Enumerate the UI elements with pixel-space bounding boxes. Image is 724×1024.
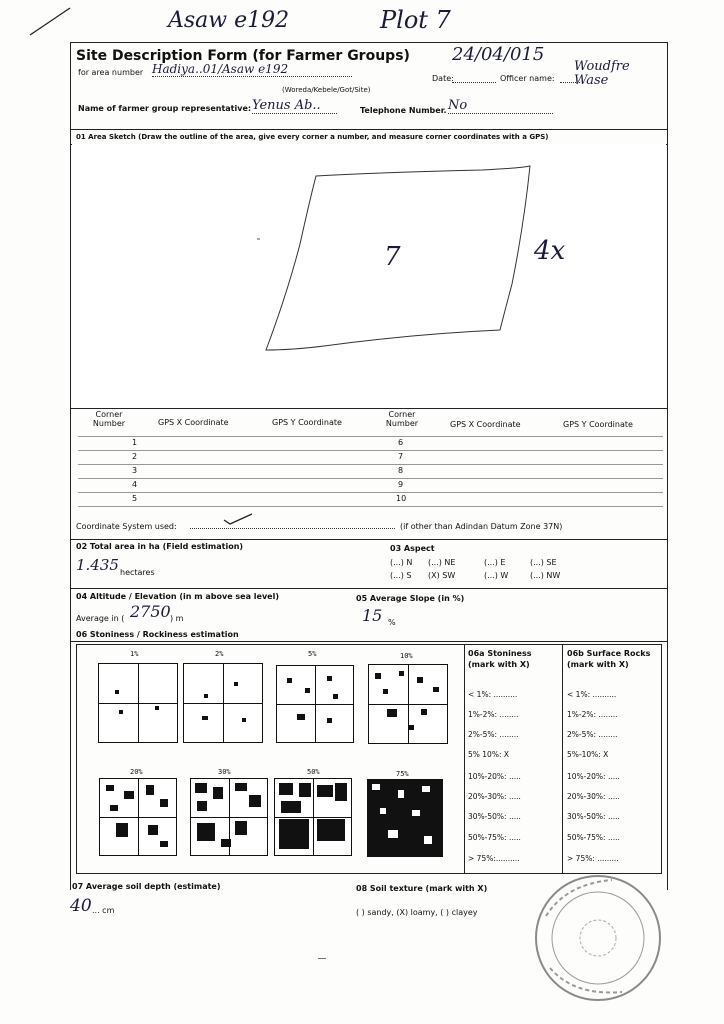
gps-corner-7: 7 [398, 452, 404, 461]
gps-h-y-l: GPS Y Coordinate [272, 418, 342, 427]
depth-unit: ... cm [92, 906, 115, 915]
gps-corner-3: 3 [132, 466, 138, 475]
area-label: for area number [78, 68, 144, 77]
official-stamp [526, 872, 666, 1006]
slope-value: 15 [362, 606, 383, 625]
texture-options: ( ) sandy, (X) loamy, ( ) clayey [356, 908, 478, 917]
stone-50-75: 50%-75%: ..... [468, 833, 521, 842]
pct-10: 10% [400, 652, 413, 660]
gps-h-y-r: GPS Y Coordinate [563, 420, 633, 429]
stone-1-2: 1%-2%: ........ [468, 710, 519, 719]
section-02: 02 Total area in ha (Field estimation) [76, 542, 244, 551]
handwritten-site: Asaw e192 [168, 8, 290, 33]
aspect-e: (...) E [484, 558, 506, 567]
gps-h-corner-l: Corner Number [92, 410, 126, 428]
sketch-note: 4x [534, 236, 566, 266]
grid-75pct [367, 779, 443, 857]
area-ha-unit: hectares [120, 568, 155, 577]
pct-5: 5% [308, 650, 317, 658]
gps-h-x-r: GPS X Coordinate [450, 420, 521, 429]
gps-corner-9: 9 [398, 480, 404, 489]
section-07: 07 Average soil depth (estimate) [72, 882, 221, 891]
section-08: 08 Soil texture (mark with X) [356, 884, 488, 893]
section-05: 05 Average Slope (in %) [356, 594, 465, 603]
aspect-nw: (...) NW [530, 571, 561, 580]
date-label: Date: [432, 74, 454, 83]
gps-corner-8: 8 [398, 466, 404, 475]
slope-unit: % [388, 618, 396, 627]
alt-unit: ) m [170, 614, 184, 623]
section-03: 03 Aspect [390, 544, 435, 553]
rock-50-75: 50%-75%: ..... [567, 833, 620, 842]
rock-lt1: < 1%: .......... [567, 690, 617, 699]
section-04: 04 Altitude / Elevation (in m above sea level) [76, 592, 279, 601]
rock-gt75: > 75%: ......... [567, 854, 619, 863]
form-title: Site Description Form (for Farmer Groups) [76, 48, 410, 64]
rep-value: Yenus Ab.. [252, 98, 337, 114]
tel-value: No [448, 98, 553, 114]
grid-5pct [276, 665, 354, 743]
stone-lt1: < 1%: .......... [468, 690, 518, 699]
stone-20-30: 20%-30%: ..... [468, 792, 521, 801]
pct-50: 50% [307, 768, 320, 776]
gps-corner-6: 6 [398, 438, 404, 447]
aspect-n: (...) N [390, 558, 413, 567]
sketch-area [72, 144, 666, 408]
aspect-sw: (X) SW [428, 571, 456, 580]
aspect-s: (...) S [390, 571, 412, 580]
pct-1: 1% [130, 650, 139, 658]
grid-10pct [368, 664, 448, 744]
rock-10-20: 10%-20%: ..... [567, 772, 620, 781]
gps-h-x-l: GPS X Coordinate [158, 418, 229, 427]
gps-corner-4: 4 [132, 480, 138, 489]
gps-corner-2: 2 [132, 452, 138, 461]
depth-value: 40 [70, 896, 92, 916]
stone-5-10: 5% 10%: X [468, 750, 510, 759]
grid-30pct [190, 778, 268, 856]
stone-2-5: 2%-5%: ........ [468, 730, 519, 739]
area-sub: (Woreda/Kebele/Got/Site) [282, 86, 371, 94]
grid-1pct [98, 663, 178, 743]
grid-20pct [99, 778, 177, 856]
date-value: 24/04/015 [452, 44, 545, 65]
aspect-w: (...) W [484, 571, 509, 580]
area-value: Hadiya..01/Asaw e192 [152, 62, 352, 77]
gps-corner-1: 1 [132, 438, 138, 447]
rock-1-2: 1%-2%: ........ [567, 710, 618, 719]
grid-2pct [183, 663, 263, 743]
handwritten-plot: Plot 7 [380, 6, 451, 34]
grid-50pct [274, 778, 352, 856]
officer-label: Officer name: [500, 74, 555, 83]
rock-20-30: 20%-30%: ..... [567, 792, 620, 801]
stone-30-50: 30%-50%: ..... [468, 812, 521, 821]
aspect-ne: (...) NE [428, 558, 456, 567]
rock-2-5: 2%-5%: ........ [567, 730, 618, 739]
pct-2: 2% [215, 650, 224, 658]
coord-suffix: (if other than Adindan Datum Zone 37N) [400, 522, 563, 531]
pct-30: 30% [218, 768, 231, 776]
alt-prefix: Average in ( [76, 614, 125, 623]
gps-corner-5: 5 [132, 494, 138, 503]
stone-gt75: > 75%:.......... [468, 854, 520, 863]
section-06: 06 Stoniness / Rockiness estimation [76, 630, 239, 639]
section-06b: 06b Surface Rocks (mark with X) [567, 649, 651, 669]
aspect-se: (...) SE [530, 558, 557, 567]
gps-h-corner-r: Corner Number [385, 410, 419, 428]
area-ha-value: 1.435 [76, 556, 119, 574]
rep-label: Name of farmer group representative: [78, 104, 252, 113]
pen-mark [0, 0, 80, 40]
plot-number: 7 [384, 242, 401, 272]
section-01: 01 Area Sketch (Draw the outline of the area, give every corner a number, and measure corner coordinates with a GPS) [76, 133, 549, 141]
section-06a: 06a Stoniness (mark with X) [468, 649, 532, 669]
tel-label: Telephone Number. [360, 106, 447, 115]
plot-outline [72, 144, 666, 408]
gps-corner-10: 10 [396, 494, 407, 503]
rock-5-10: 5%-10%: X [567, 750, 609, 759]
rock-30-50: 30%-50%: ..... [567, 812, 620, 821]
coord-label: Coordinate System used: [76, 522, 177, 531]
stone-10-20: 10%-20%: ..... [468, 772, 521, 781]
pct-75: 75% [396, 770, 409, 778]
alt-value: 2750 [130, 602, 171, 621]
check-mark [222, 512, 254, 526]
officer-value: Woudfre Wase [574, 59, 630, 88]
pct-20: 20% [130, 768, 143, 776]
